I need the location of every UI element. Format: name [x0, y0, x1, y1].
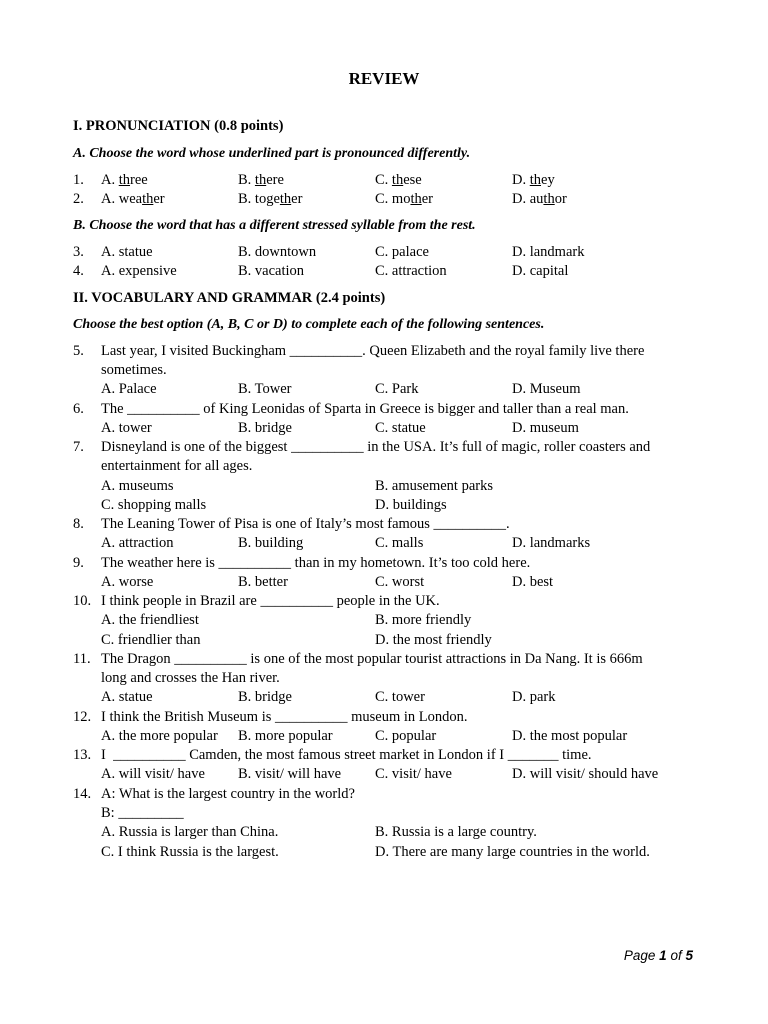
- option-d: D. capital: [512, 263, 569, 279]
- underlined-part: th: [254, 172, 267, 188]
- option-c: C. palace: [375, 244, 429, 260]
- question-number: 5.: [73, 343, 84, 359]
- option-c: C. malls: [375, 535, 424, 551]
- option-a: A. statue: [101, 689, 153, 705]
- option-d: D. museum: [512, 420, 579, 436]
- option-b: B. Russia is a large country.: [375, 824, 537, 840]
- question-number: 11.: [73, 651, 91, 667]
- option-d: D. buildings: [375, 497, 447, 513]
- underlined-part: th: [543, 191, 555, 207]
- question-number: 2.: [73, 191, 84, 207]
- underlined-part: th: [279, 191, 292, 207]
- option-b: B. better: [238, 574, 288, 590]
- option-b: B. Tower: [238, 381, 292, 397]
- option-b: B. bridge: [238, 420, 292, 436]
- option-c: C. statue: [375, 420, 426, 436]
- question-text: The __________ of King Leonidas of Sparta in Greece is bigger and taller than a real man.: [101, 401, 629, 417]
- question-number: 4.: [73, 263, 84, 279]
- option-b: B. more friendly: [375, 612, 472, 628]
- question-number: 14.: [73, 786, 92, 802]
- option-c: C. popular: [375, 728, 437, 744]
- option-a: A. museums: [101, 478, 174, 494]
- option-c: C. friendlier than: [101, 632, 201, 648]
- instruction-part-b: B. Choose the word that has a different stressed syllable from the rest.: [73, 218, 476, 233]
- question-number: 13.: [73, 747, 92, 763]
- question-text-continued: sometimes.: [101, 362, 167, 378]
- question-number: 8.: [73, 516, 84, 532]
- option-b: B. together: [238, 191, 303, 207]
- page-number-footer: Page 1 of 5: [623, 948, 693, 963]
- option-b: B. building: [238, 535, 304, 551]
- option-c: C. tower: [375, 689, 425, 705]
- question-text: The weather here is __________ than in my hometown. It’s too cold here.: [101, 555, 531, 571]
- underlined-part: th: [410, 191, 422, 207]
- option-d: D. landmark: [512, 244, 585, 260]
- option-a: A. Palace: [101, 381, 157, 397]
- option-d: D. landmarks: [512, 535, 591, 551]
- option-a: A. attraction: [101, 535, 174, 551]
- option-d: D. will visit/ should have: [512, 766, 659, 782]
- question-number: 10.: [73, 593, 92, 609]
- option-c: C. these: [375, 172, 422, 188]
- option-c: C. attraction: [375, 263, 447, 279]
- option-d: D. best: [512, 574, 554, 590]
- option-a: A. expensive: [101, 263, 177, 279]
- underlined-part: th: [142, 191, 154, 207]
- question-text: The Leaning Tower of Pisa is one of Italy’s most famous __________.: [101, 516, 510, 532]
- question-text: A: What is the largest country in the world?: [101, 786, 355, 802]
- question-text: I think the British Museum is __________ museum in London.: [101, 709, 468, 725]
- question-number: 3.: [73, 244, 84, 260]
- option-c: C. Park: [375, 381, 419, 397]
- option-b: B. more popular: [238, 728, 333, 744]
- option-a: A. tower: [101, 420, 152, 436]
- option-a: A. the more popular: [101, 728, 218, 744]
- option-a: A. worse: [101, 574, 154, 590]
- option-b: B. bridge: [238, 689, 292, 705]
- option-c: C. worst: [375, 574, 425, 590]
- section-heading-pronunciation: I. PRONUNCIATION (0.8 points): [73, 118, 284, 134]
- question-number: 12.: [73, 709, 92, 725]
- option-b: B. there: [238, 172, 284, 188]
- option-a: A. statue: [101, 244, 153, 260]
- option-c: C. I think Russia is the largest.: [101, 844, 279, 860]
- option-b: B. downtown: [238, 244, 317, 260]
- option-c: C. mother: [375, 191, 433, 207]
- option-d: D. the most friendly: [375, 632, 492, 648]
- underlined-part: th: [529, 172, 542, 188]
- question-text: I think people in Brazil are __________ people in the UK.: [101, 593, 440, 609]
- instruction-part-a: A. Choose the word whose underlined part is pronounced differently.: [73, 146, 471, 161]
- page-title: REVIEW: [348, 69, 420, 88]
- instruction-choose-best: Choose the best option (A, B, C or D) to complete each of the following sentences.: [73, 317, 545, 332]
- question-text-continued: entertainment for all ages.: [101, 458, 253, 474]
- option-a: A. weather: [101, 191, 165, 207]
- option-a: A. Russia is larger than China.: [101, 824, 279, 840]
- option-a: A. will visit/ have: [101, 766, 205, 782]
- option-c: C. shopping malls: [101, 497, 207, 513]
- option-a: A. the friendliest: [101, 612, 199, 628]
- question-text: I __________ Camden, the most famous street market in London if I _______ time.: [101, 747, 592, 763]
- option-b: B. vacation: [238, 263, 305, 279]
- question-text: Last year, I visited Buckingham __________. Queen Elizabeth and the royal family live there: [101, 343, 645, 359]
- option-b: B. amusement parks: [375, 478, 493, 494]
- question-number: 1.: [73, 172, 84, 188]
- option-d: D. There are many large countries in the world.: [375, 844, 650, 860]
- section-heading-vocabulary: II. VOCABULARY AND GRAMMAR (2.4 points): [73, 290, 386, 306]
- option-d: D. the most popular: [512, 728, 628, 744]
- question-number: 9.: [73, 555, 84, 571]
- question-number: 6.: [73, 401, 84, 417]
- underlined-part: th: [118, 172, 131, 188]
- option-a: A. three: [101, 172, 148, 188]
- option-d: D. Museum: [512, 381, 581, 397]
- question-text-continued: long and crosses the Han river.: [101, 670, 280, 686]
- option-d: D. author: [512, 191, 567, 207]
- option-d: D. park: [512, 689, 556, 705]
- option-c: C. visit/ have: [375, 766, 452, 782]
- underlined-part: th: [391, 172, 404, 188]
- option-d: D. they: [512, 172, 555, 188]
- question-text: Disneyland is one of the biggest __________ in the USA. It’s full of magic, roller coasters and: [101, 439, 651, 455]
- question-text: The Dragon __________ is one of the most popular tourist attractions in Da Nang. It is 666m: [101, 651, 643, 667]
- question-text-continued: B: _________: [101, 805, 184, 821]
- option-b: B. visit/ will have: [238, 766, 342, 782]
- question-number: 7.: [73, 439, 84, 455]
